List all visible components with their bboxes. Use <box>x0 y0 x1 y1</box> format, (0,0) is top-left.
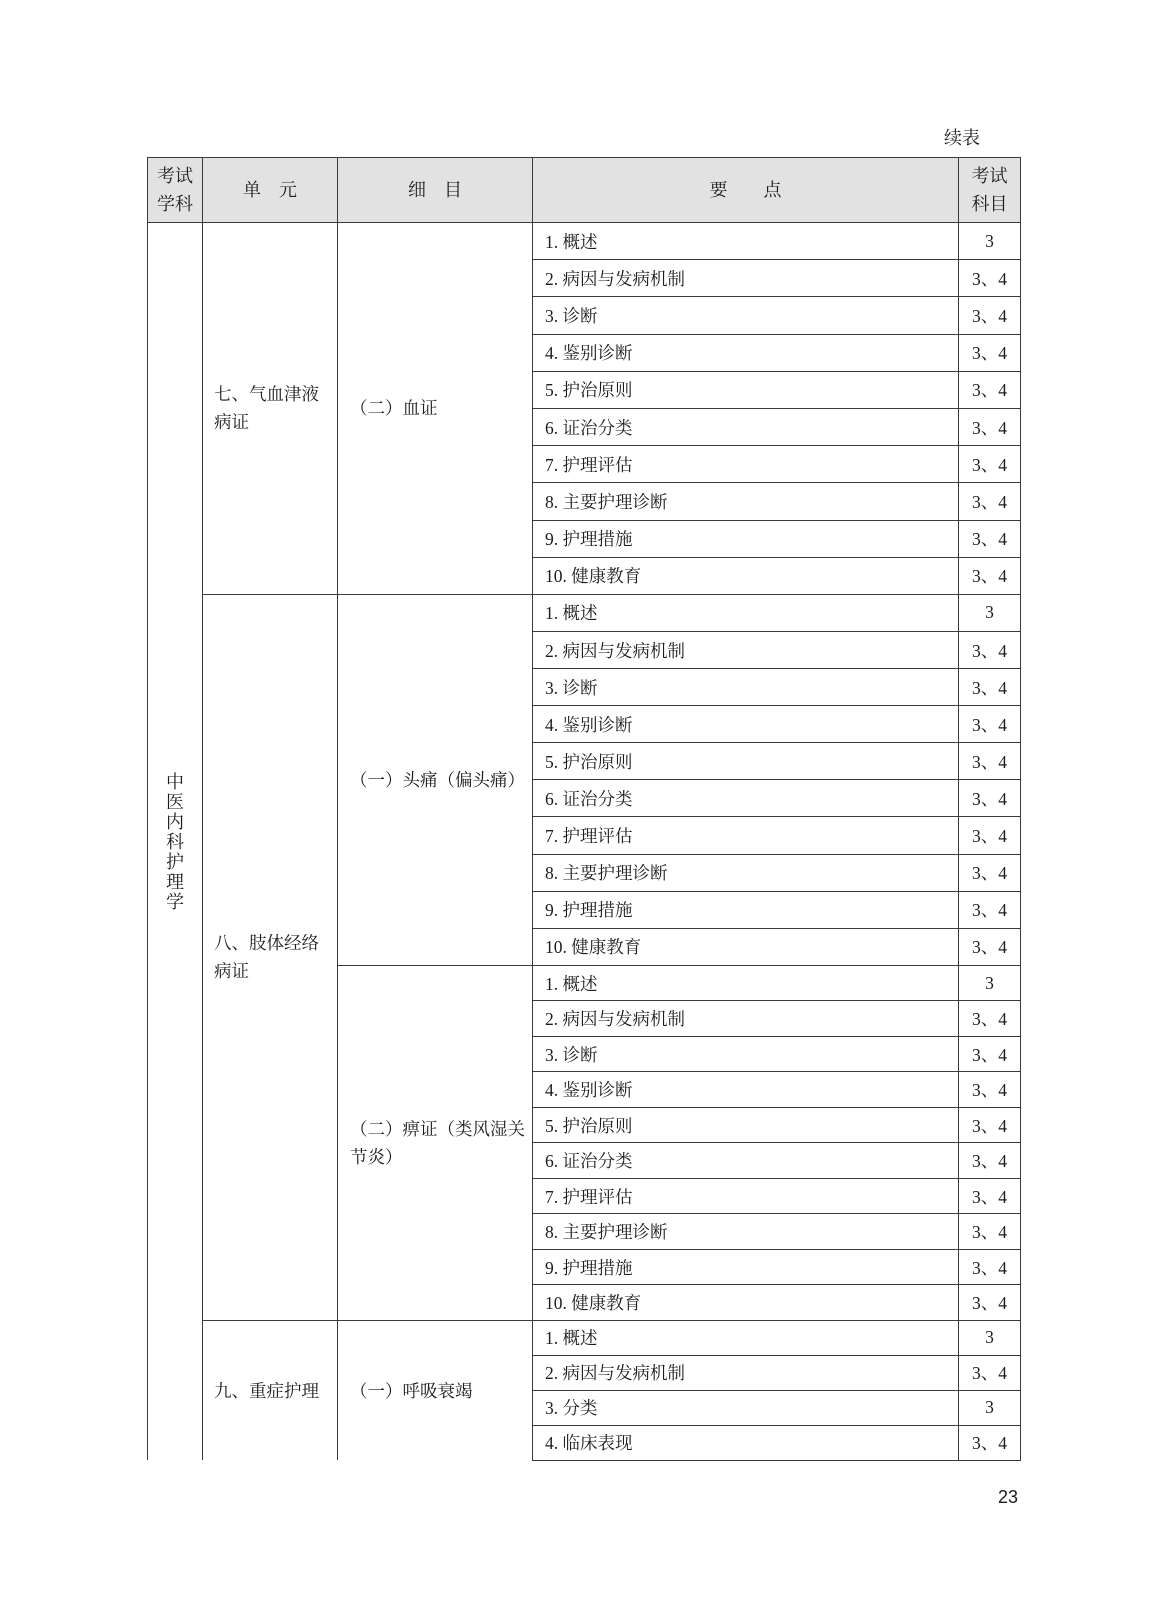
point-cell: 3. 诊断 <box>533 669 959 706</box>
exam-subject-cell: 3、4 <box>959 891 1021 928</box>
table-header <box>148 158 1021 223</box>
table-body <box>148 223 1021 1461</box>
exam-subject-cell: 3、4 <box>959 1249 1021 1285</box>
point-cell: 6. 证治分类 <box>533 780 959 817</box>
exam-subject-cell: 3 <box>959 965 1021 1001</box>
point-cell: 4. 鉴别诊断 <box>533 706 959 743</box>
header-detail: 细 目 <box>338 158 533 223</box>
exam-subject-cell: 3 <box>959 594 1021 631</box>
point-cell: 2. 病因与发病机制 <box>533 631 959 668</box>
point-cell: 1. 概述 <box>533 1320 959 1355</box>
point-cell: 3. 诊断 <box>533 1036 959 1072</box>
point-cell: 3. 分类 <box>533 1390 959 1425</box>
header-unit: 单 元 <box>203 158 338 223</box>
point-cell: 1. 概述 <box>533 594 959 631</box>
exam-subject-cell: 3、4 <box>959 1036 1021 1072</box>
point-cell: 9. 护理措施 <box>533 891 959 928</box>
exam-subject-cell: 3、4 <box>959 1355 1021 1390</box>
header-subject: 考试 学科 <box>148 158 203 223</box>
header-points: 要 点 <box>533 158 959 223</box>
exam-subject-cell: 3、4 <box>959 483 1021 520</box>
exam-subject-cell: 3、4 <box>959 631 1021 668</box>
detail-cell: （二）血证 <box>338 223 533 595</box>
point-cell: 7. 护理评估 <box>533 817 959 854</box>
exam-subject-cell: 3 <box>959 1320 1021 1355</box>
point-cell: 10. 健康教育 <box>533 928 959 965</box>
point-cell: 4. 临床表现 <box>533 1425 959 1460</box>
point-cell: 8. 主要护理诊断 <box>533 1214 959 1250</box>
unit-cell: 九、重症护理 <box>203 1320 338 1460</box>
point-cell: 9. 护理措施 <box>533 520 959 557</box>
point-cell: 2. 病因与发病机制 <box>533 1355 959 1390</box>
point-cell: 5. 护治原则 <box>533 743 959 780</box>
point-cell: 3. 诊断 <box>533 297 959 334</box>
point-cell: 6. 证治分类 <box>533 408 959 445</box>
exam-subject-cell: 3、4 <box>959 1178 1021 1214</box>
exam-subject-cell: 3、4 <box>959 260 1021 297</box>
exam-subject-cell: 3、4 <box>959 928 1021 965</box>
unit-cell: 七、气血津液 病证 <box>203 223 338 595</box>
point-cell: 2. 病因与发病机制 <box>533 1001 959 1037</box>
point-cell: 4. 鉴别诊断 <box>533 334 959 371</box>
exam-subject-cell: 3、4 <box>959 669 1021 706</box>
page-number: 23 <box>998 1487 1019 1507</box>
exam-subject-cell: 3、4 <box>959 817 1021 854</box>
subject-cell <box>148 223 203 1461</box>
exam-subject-cell: 3、4 <box>959 1425 1021 1460</box>
exam-subject-cell: 3、4 <box>959 706 1021 743</box>
exam-subject-cell: 3 <box>959 223 1021 260</box>
point-cell: 6. 证治分类 <box>533 1143 959 1179</box>
exam-subject-cell: 3、4 <box>959 854 1021 891</box>
exam-subject-cell: 3、4 <box>959 334 1021 371</box>
continuation-label: 续表 <box>944 128 980 148</box>
exam-subject-cell: 3、4 <box>959 1285 1021 1321</box>
exam-subject-cell: 3、4 <box>959 743 1021 780</box>
subject-vertical-text: 中医内科护理学 <box>166 771 184 912</box>
detail-cell: （一）头痛（偏头痛） <box>338 594 533 965</box>
exam-subject-cell: 3、4 <box>959 1072 1021 1108</box>
point-cell: 8. 主要护理诊断 <box>533 483 959 520</box>
point-cell: 8. 主要护理诊断 <box>533 854 959 891</box>
table-row <box>148 594 1021 631</box>
exam-subject-cell: 3、4 <box>959 557 1021 594</box>
exam-subject-cell: 3、4 <box>959 1107 1021 1143</box>
exam-subject-cell: 3、4 <box>959 1143 1021 1179</box>
syllabus-table <box>147 157 1021 1461</box>
exam-subject-cell: 3、4 <box>959 1214 1021 1250</box>
exam-subject-cell: 3、4 <box>959 520 1021 557</box>
exam-subject-cell: 3、4 <box>959 408 1021 445</box>
point-cell: 1. 概述 <box>533 223 959 260</box>
point-cell: 1. 概述 <box>533 965 959 1001</box>
point-cell: 10. 健康教育 <box>533 557 959 594</box>
detail-cell: （二）痹证（类风湿关 节炎） <box>338 965 533 1320</box>
table-row <box>148 1320 1021 1355</box>
point-cell: 5. 护治原则 <box>533 371 959 408</box>
exam-subject-cell: 3 <box>959 1390 1021 1425</box>
point-cell: 7. 护理评估 <box>533 446 959 483</box>
unit-cell: 八、肢体经络 病证 <box>203 594 338 1320</box>
point-cell: 2. 病因与发病机制 <box>533 260 959 297</box>
point-cell: 10. 健康教育 <box>533 1285 959 1321</box>
detail-cell: （一）呼吸衰竭 <box>338 1320 533 1460</box>
point-cell: 7. 护理评估 <box>533 1178 959 1214</box>
point-cell: 5. 护治原则 <box>533 1107 959 1143</box>
exam-subject-cell: 3、4 <box>959 1001 1021 1037</box>
exam-subject-cell: 3、4 <box>959 446 1021 483</box>
exam-subject-cell: 3、4 <box>959 297 1021 334</box>
point-cell: 4. 鉴别诊断 <box>533 1072 959 1108</box>
exam-subject-cell: 3、4 <box>959 371 1021 408</box>
point-cell: 9. 护理措施 <box>533 1249 959 1285</box>
exam-subject-cell: 3、4 <box>959 780 1021 817</box>
header-exam: 考试 科目 <box>959 158 1021 223</box>
header-row <box>148 158 1021 223</box>
table-row <box>148 223 1021 260</box>
